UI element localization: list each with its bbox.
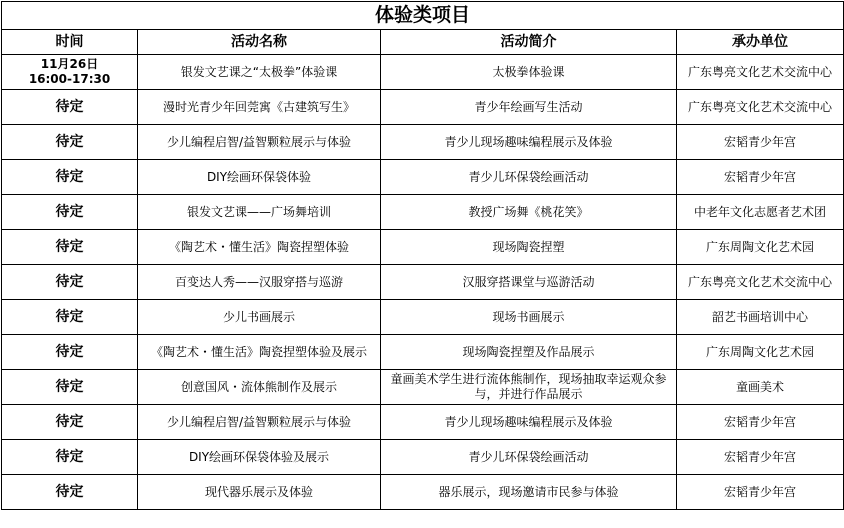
cell-desc: 现场陶瓷捏塑	[381, 230, 677, 265]
table-row	[2, 230, 844, 265]
table-row	[2, 405, 844, 440]
cell-name: 百变达人秀——汉服穿搭与巡游	[138, 265, 381, 300]
cell-name: 少儿编程启智/益智颗粒展示与体验	[138, 125, 381, 160]
table-row	[2, 90, 844, 125]
cell-name: 银发文艺课——广场舞培训	[138, 195, 381, 230]
table-row	[2, 440, 844, 475]
cell-desc: 太极拳体验课	[381, 55, 677, 90]
cell-time: 待定	[2, 90, 138, 125]
cell-org: 广东粤亮文化艺术交流中心	[677, 265, 844, 300]
table-row	[2, 475, 844, 510]
cell-desc: 现场书画展示	[381, 300, 677, 335]
table-row	[2, 335, 844, 370]
cell-org: 中老年文化志愿者艺术团	[677, 195, 844, 230]
cell-org: 宏韬青少年宫	[677, 125, 844, 160]
cell-org: 宏韬青少年宫	[677, 475, 844, 510]
cell-time: 待定	[2, 125, 138, 160]
cell-name: DIY绘画环保袋体验及展示	[138, 440, 381, 475]
cell-name: DIY绘画环保袋体验	[138, 160, 381, 195]
cell-time: 待定	[2, 160, 138, 195]
cell-org: 宏韬青少年宫	[677, 405, 844, 440]
cell-desc: 汉服穿搭课堂与巡游活动	[381, 265, 677, 300]
header-time: 时间	[2, 30, 138, 55]
cell-org: 广东粤亮文化艺术交流中心	[677, 55, 844, 90]
cell-time: 待定	[2, 370, 138, 405]
cell-time: 待定	[2, 405, 138, 440]
cell-desc: 现场陶瓷捏塑及作品展示	[381, 335, 677, 370]
cell-time: 待定	[2, 475, 138, 510]
cell-time: 待定	[2, 300, 138, 335]
cell-org: 广东周陶文化艺术园	[677, 230, 844, 265]
cell-org: 宏韬青少年宫	[677, 160, 844, 195]
cell-desc: 器乐展示，现场邀请市民参与体验	[381, 475, 677, 510]
table-row	[2, 370, 844, 405]
table-row	[2, 300, 844, 335]
table-title: 体验类项目	[2, 2, 844, 30]
cell-name: 银发文艺课之“太极拳”体验课	[138, 55, 381, 90]
cell-desc: 教授广场舞《桃花笑》	[381, 195, 677, 230]
cell-time: 待定	[2, 195, 138, 230]
header-name: 活动名称	[138, 30, 381, 55]
cell-desc: 青少年绘画写生活动	[381, 90, 677, 125]
cell-name: 少儿书画展示	[138, 300, 381, 335]
cell-org: 童画美术	[677, 370, 844, 405]
cell-time: 待定	[2, 335, 138, 370]
cell-time: 待定	[2, 440, 138, 475]
table-row	[2, 55, 844, 90]
cell-desc: 青少儿环保袋绘画活动	[381, 440, 677, 475]
cell-time: 11月26日 16:00-17:30	[2, 55, 138, 90]
cell-name: 漫时光青少年回莞寓《古建筑写生》	[138, 90, 381, 125]
activities-table	[1, 1, 844, 510]
table-row	[2, 125, 844, 160]
table-row	[2, 265, 844, 300]
cell-name: 《陶艺术・懂生活》陶瓷捏塑体验	[138, 230, 381, 265]
cell-name: 《陶艺术・懂生活》陶瓷捏塑体验及展示	[138, 335, 381, 370]
cell-name: 现代器乐展示及体验	[138, 475, 381, 510]
cell-org: 韶艺书画培训中心	[677, 300, 844, 335]
cell-name: 创意国风・流体熊制作及展示	[138, 370, 381, 405]
header-desc: 活动简介	[381, 30, 677, 55]
table-row	[2, 195, 844, 230]
cell-desc: 青少儿现场趣味编程展示及体验	[381, 405, 677, 440]
cell-desc: 青少儿环保袋绘画活动	[381, 160, 677, 195]
cell-org: 广东周陶文化艺术园	[677, 335, 844, 370]
cell-org: 宏韬青少年宫	[677, 440, 844, 475]
cell-org: 广东粤亮文化艺术交流中心	[677, 90, 844, 125]
cell-desc: 童画美术学生进行流体熊制作，现场抽取幸运观众参与，并进行作品展示	[381, 370, 677, 405]
cell-time: 待定	[2, 230, 138, 265]
cell-name: 少儿编程启智/益智颗粒展示与体验	[138, 405, 381, 440]
cell-desc: 青少儿现场趣味编程展示及体验	[381, 125, 677, 160]
cell-time: 待定	[2, 265, 138, 300]
table-row	[2, 160, 844, 195]
header-org: 承办单位	[677, 30, 844, 55]
